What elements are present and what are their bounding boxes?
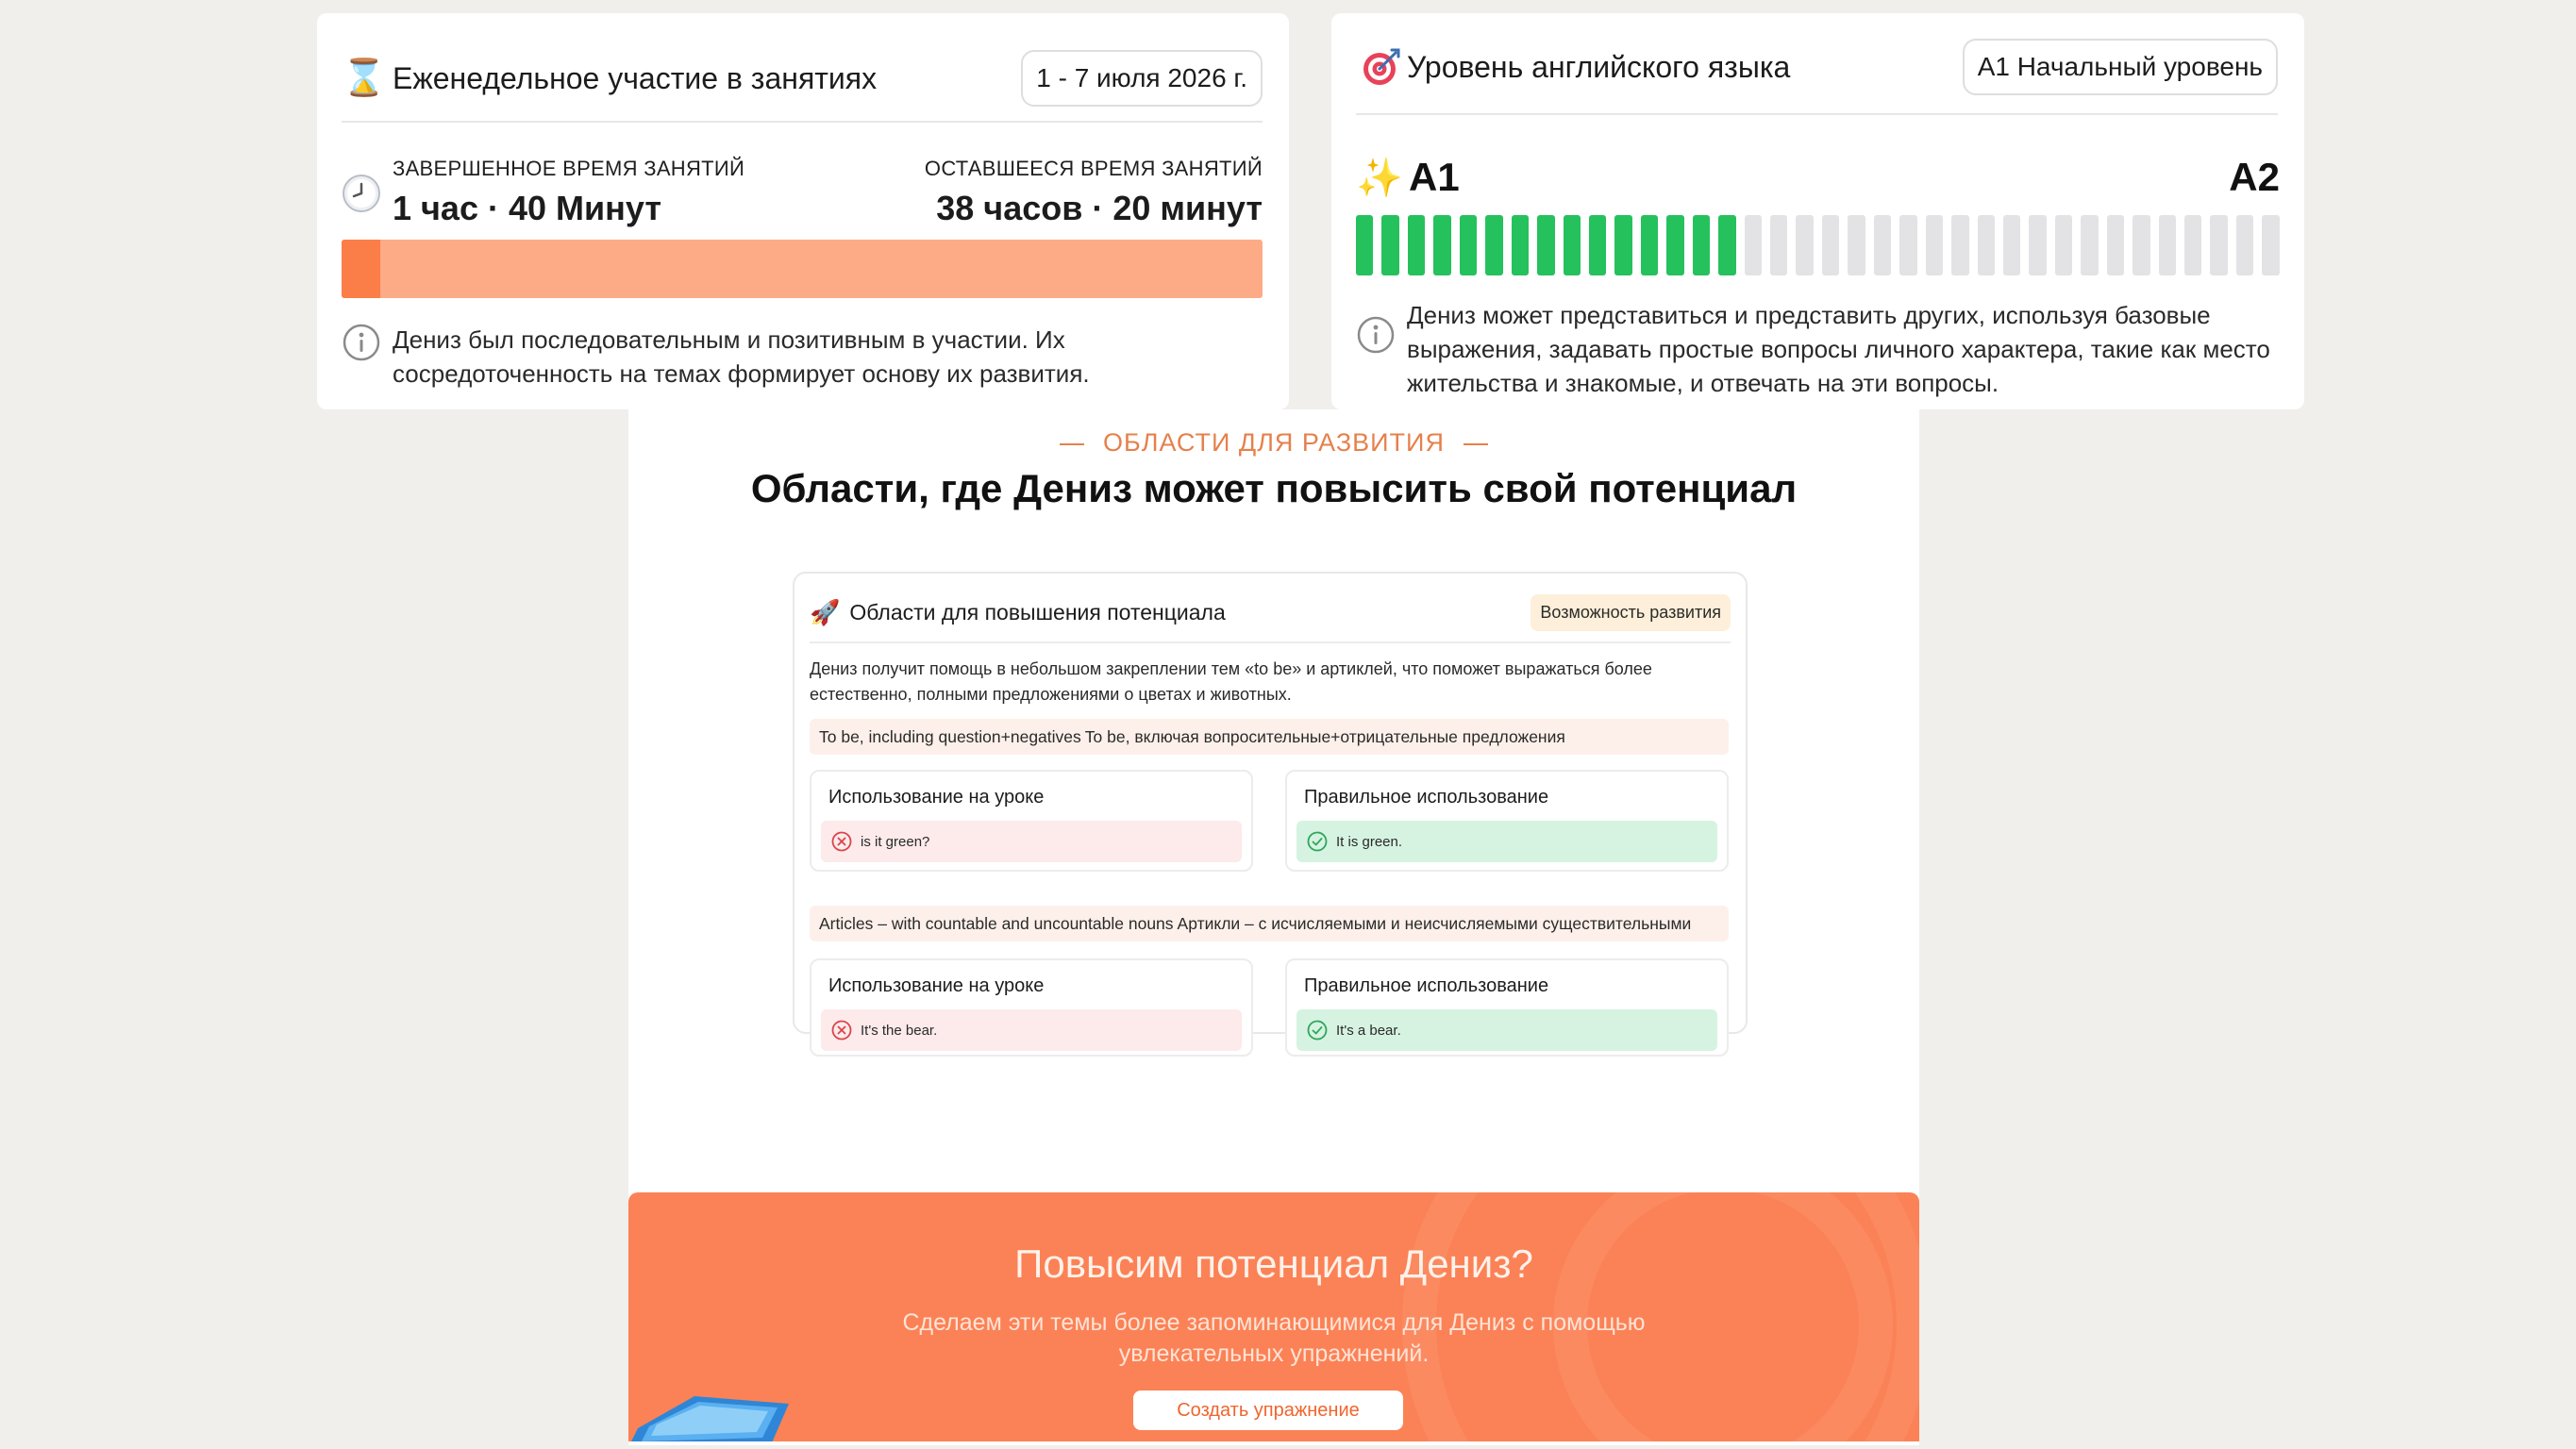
correct-usage-box — [1285, 770, 1729, 872]
level-segment-empty — [2262, 215, 2279, 275]
rocket-icon: 🚀 — [810, 597, 841, 626]
level-segment-empty — [1926, 215, 1943, 275]
level-segment-empty — [1770, 215, 1787, 275]
level-segment-empty — [1848, 215, 1865, 275]
cta-subtitle: Сделаем эти темы более запоминающимися для Дениз с помощью увлекательных упражнений. — [902, 1309, 1646, 1367]
level-segment-empty — [1874, 215, 1891, 275]
sparkles-icon: ✨ — [1356, 157, 1403, 199]
topic-russian: To be, включая вопросительные+отрицательные предложения — [1084, 726, 1565, 746]
lesson-usage-label: Использование на уроке — [828, 787, 1045, 808]
level-segment-filled — [1614, 215, 1631, 275]
correct-usage-box — [1285, 958, 1729, 1057]
participation-progress-bar — [342, 240, 1263, 298]
level-labels — [1356, 149, 2280, 206]
participation-progress-fill — [342, 240, 380, 298]
level-segment-filled — [1589, 215, 1606, 275]
level-segment-empty — [1796, 215, 1813, 275]
topic-banner — [810, 906, 1729, 941]
info-icon — [1356, 315, 1396, 355]
level-segment-empty — [2081, 215, 2098, 275]
growth-areas-section — [628, 409, 1919, 1445]
incorrect-example — [821, 821, 1242, 862]
opportunity-badge: Возможность развития — [1531, 594, 1731, 631]
clock-icon — [342, 174, 381, 213]
section-eyebrow — [628, 428, 1919, 458]
level-segment-empty — [2133, 215, 2149, 275]
cta-banner — [628, 1192, 1919, 1441]
completed-time — [342, 157, 744, 228]
weekly-note — [342, 323, 1263, 391]
level-badge[interactable]: A1 Начальный уровень — [1963, 39, 2278, 95]
section-title: Области, где Дениз может повысить свой потенциал — [750, 466, 1798, 510]
correct-example-text: It is green. — [1336, 833, 1403, 850]
incorrect-example — [821, 1009, 1242, 1051]
level-card-title: Уровень английского языка — [1407, 49, 1791, 84]
cta-title: Повысим потенциал Дениз? — [1014, 1241, 1533, 1286]
lesson-usage-label: Использование на уроке — [828, 975, 1045, 996]
level-progress-segments — [1356, 215, 2280, 275]
incorrect-example-text: It's the bear. — [861, 1022, 938, 1039]
level-segment-empty — [1899, 215, 1916, 275]
topic-russian: Артикли – с исчисляемыми и неисчисляемыми существительными — [1177, 913, 1692, 933]
eyebrow-text: ОБЛАСТИ ДЛЯ РАЗВИТИЯ — [1103, 428, 1445, 457]
topic-banner — [810, 719, 1729, 755]
level-note-text: Дениз может представиться и представить других, используя базовые выражения, задавать простые вопросы личного характера, такие как место жительства и знакомые, и отвечать на эти вопросы. — [1407, 301, 2270, 397]
remaining-time-caption: ОСТАВШЕЕСЯ ВРЕМЯ ЗАНЯТИЙ — [924, 157, 1263, 180]
info-icon — [342, 323, 381, 362]
level-segment-filled — [1564, 215, 1581, 275]
level-segment-filled — [1381, 215, 1398, 275]
topic-english: To be, including question+negatives — [819, 726, 1081, 746]
next-level: A2 — [2229, 155, 2280, 199]
check-circle-icon — [1306, 830, 1329, 853]
growth-areas-card — [793, 572, 1748, 1039]
check-circle-icon — [1306, 1019, 1329, 1041]
eyebrow-dash — [1464, 443, 1488, 445]
weekly-card-header — [342, 45, 1263, 111]
weekly-participation-card — [317, 13, 1289, 409]
completed-time-value: 1 час · 40 Минут — [393, 189, 661, 227]
correct-example — [1296, 821, 1717, 862]
weekly-note-text: Дениз был последовательным и позитивным в участии. Их сосредоточенность на темах формирует основу их развития. — [393, 325, 1090, 388]
eyebrow-dash — [1060, 443, 1084, 445]
divider — [1356, 113, 2278, 115]
lesson-usage-box — [810, 958, 1253, 1057]
level-segment-filled — [1433, 215, 1450, 275]
level-segment-filled — [1512, 215, 1529, 275]
english-level-card — [1331, 13, 2304, 409]
level-segment-empty — [2029, 215, 2046, 275]
target-icon — [1356, 46, 1407, 88]
growth-description: Дениз получит помощь в небольшом закреплении тем «to be» и артиклей, что поможет выражаться более естественно, полными предложениями о цветах и животных. — [810, 659, 1652, 704]
level-segment-empty — [1978, 215, 1995, 275]
growth-card-title: Области для повышения потенциала — [849, 599, 1226, 625]
correct-example — [1296, 1009, 1717, 1051]
level-segment-filled — [1641, 215, 1658, 275]
level-segment-empty — [1745, 215, 1762, 275]
weekly-card-title: Еженедельное участие в занятиях — [393, 60, 878, 95]
level-segment-filled — [1666, 215, 1683, 275]
level-segment-empty — [2055, 215, 2072, 275]
level-segment-empty — [1951, 215, 1968, 275]
correct-usage-label: Правильное использование — [1304, 787, 1549, 808]
level-segment-filled — [1718, 215, 1735, 275]
incorrect-example-text: is it green? — [861, 833, 930, 850]
lesson-usage-box — [810, 770, 1253, 872]
divider — [810, 641, 1731, 643]
level-segment-empty — [1822, 215, 1839, 275]
level-segment-empty — [2159, 215, 2176, 275]
time-stats — [342, 157, 1263, 232]
level-segment-empty — [2184, 215, 2201, 275]
current-level: A1 — [1409, 155, 1460, 199]
level-segment-empty — [2210, 215, 2227, 275]
create-exercise-button[interactable]: Создать упражнение — [1133, 1391, 1403, 1430]
level-segment-filled — [1485, 215, 1502, 275]
level-segment-empty — [2003, 215, 2020, 275]
x-circle-icon — [830, 1019, 853, 1041]
level-segment-empty — [2236, 215, 2253, 275]
x-circle-icon — [830, 830, 853, 853]
remaining-time-value: 38 часов · 20 минут — [936, 189, 1263, 227]
level-segment-filled — [1356, 215, 1373, 275]
cube-illustration — [628, 1391, 789, 1441]
date-range-badge[interactable]: 1 - 7 июля 2026 г. — [1021, 50, 1263, 107]
level-segment-filled — [1693, 215, 1710, 275]
level-card-header — [1356, 34, 2278, 100]
level-segment-filled — [1537, 215, 1554, 275]
level-note — [1356, 298, 2278, 400]
remaining-time — [925, 157, 1263, 228]
divider — [342, 121, 1263, 123]
level-segment-empty — [2107, 215, 2124, 275]
correct-example-text: It's a bear. — [1336, 1022, 1401, 1039]
level-segment-filled — [1460, 215, 1477, 275]
level-segment-filled — [1408, 215, 1425, 275]
correct-usage-label: Правильное использование — [1304, 975, 1549, 996]
topic-english: Articles – with countable and uncountable nouns — [819, 913, 1174, 933]
growth-card-header — [810, 587, 1731, 638]
completed-time-caption: ЗАВЕРШЕННОЕ ВРЕМЯ ЗАНЯТИЙ — [393, 157, 745, 180]
hourglass-icon: ⌛ — [342, 58, 387, 98]
